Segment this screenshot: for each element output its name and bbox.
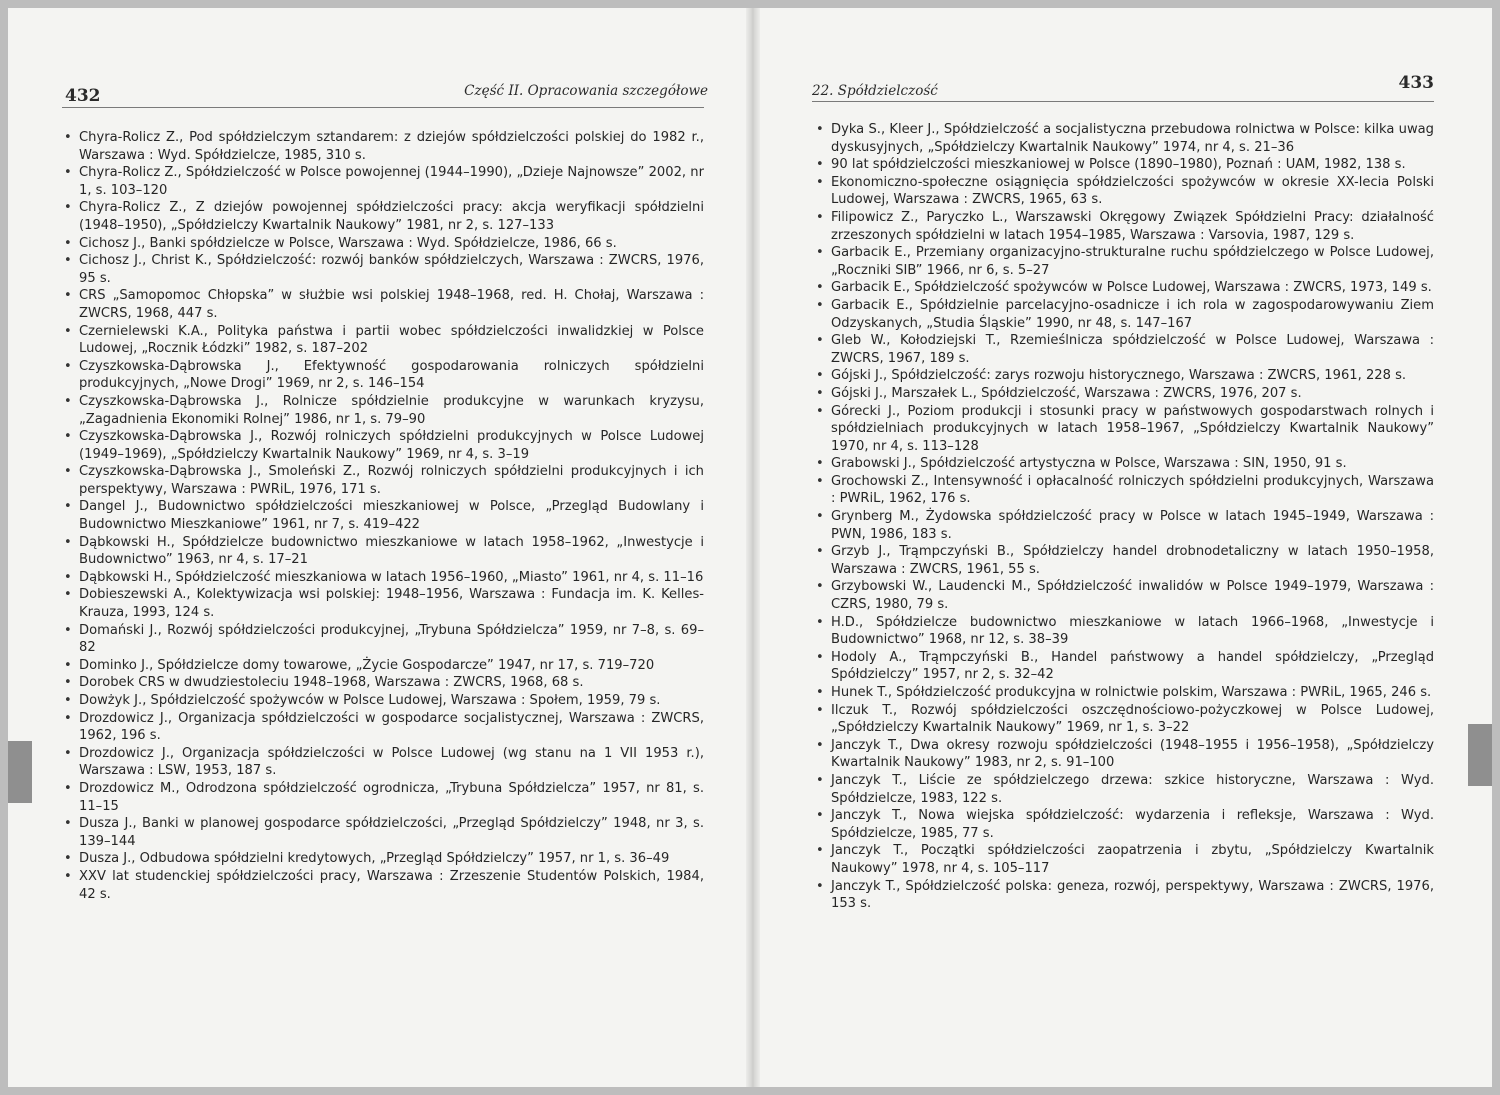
page-number-left: 432 (65, 86, 101, 106)
bibliography-entry: • Chyra-Rolicz Z., Z dziejów powojennej spółdzielczości pracy: akcja weryfikacji spółdzielni (1948–1950), „Spółdzielczy Kwartalnik Naukowy” 1981, nr 2, s. 127–133 (62, 199, 704, 234)
bibliography-entry: • Janczyk T., Liście ze spółdzielczego drzewa: szkice historyczne, Warszawa : Wyd. Spółdzielcze, 1983, 122 s. (814, 772, 1434, 807)
bibliography-entry: • Dyka S., Kleer J., Spółdzielczość a socjalistyczna przebudowa rolnictwa w Polsce: kilka uwag dyskusyjnych, „Spółdzielczy Kwartalnik Naukowy” 1974, nr 4, s. 21–36 (814, 121, 1434, 156)
bibliography-entry: • Gójski J., Marszałek L., Spółdzielczość, Warszawa : ZWCRS, 1976, 207 s. (814, 385, 1434, 403)
bibliography-entry: • Cichosz J., Christ K., Spółdzielczość: rozwój banków spółdzielczych, Warszawa : ZWCRS, 1976, 95 s. (62, 252, 704, 287)
bibliography-entry: • Dusza J., Odbudowa spółdzielni kredytowych, „Przegląd Spółdzielczy” 1957, nr 1, s. 36–49 (62, 850, 704, 868)
bibliography-entry: • Cichosz J., Banki spółdzielcze w Polsce, Warszawa : Wyd. Spółdzielcze, 1986, 66 s. (62, 235, 704, 253)
bibliography-entry: • Grzybowski W., Laudencki M., Spółdzielczość inwalidów w Polsce 1949–1979, Warszawa : CZRS, 1980, 79 s. (814, 578, 1434, 613)
bibliography-entry: • Drozdowicz M., Odrodzona spółdzielczość ogrodnicza, „Trybuna Spółdzielcza” 1957, nr 81, s. 11–15 (62, 780, 704, 815)
bibliography-entry: • Garbacik E., Spółdzielczość spożywców w Polsce Ludowej, Warszawa : ZWCRS, 1973, 149 s. (814, 279, 1434, 297)
bibliography-entry: • Czyszkowska-Dąbrowska J., Smoleński Z., Rozwój rolniczych spółdzielni produkcyjnych i ich perspektywy, Warszawa : PWRiL, 1976, 171 s. (62, 463, 704, 498)
header-rule-left (62, 107, 704, 108)
bibliography-entry: • Ekonomiczno-społeczne osiągnięcia spółdzielczości spożywców w okresie XX-lecia Polski Ludowej, Warszawa : ZWCRS, 1965, 63 s. (814, 174, 1434, 209)
bibliography-entry: • Grochowski Z., Intensywność i opłacalność rolniczych spółdzielni produkcyjnych, Warszawa : PWRiL, 1962, 176 s. (814, 473, 1434, 508)
bibliography-list-right (814, 121, 1434, 913)
running-head-right: 22. Spółdzielczość (812, 83, 938, 99)
bibliography-entry: • Grzyb J., Trąmpczyński B., Spółdzielczy handel drobnodetaliczny w latach 1950–1958, Warszawa : ZWCRS, 1961, 55 s. (814, 543, 1434, 578)
bibliography-entry: • Czyszkowska-Dąbrowska J., Rolnicze spółdzielnie produkcyjne w warunkach kryzysu, „Zagadnienia Ekonomiki Rolnej” 1986, nr 1, s. 79–90 (62, 393, 704, 428)
bibliography-entry: • Garbacik E., Przemiany organizacyjno-strukturalne ruchu spółdzielczego w Polsce Ludowej, „Roczniki SIB” 1966, nr 6, s. 5–27 (814, 244, 1434, 279)
right-page (774, 8, 1492, 1087)
bibliography-entry: • H.D., Spółdzielcze budownictwo mieszkaniowe w latach 1966–1968, „Inwestycje i Budownictwo” 1968, nr 12, s. 38–39 (814, 614, 1434, 649)
bibliography-entry: • Domański J., Rozwój spółdzielczości produkcyjnej, „Trybuna Spółdzielcza” 1959, nr 7–8, s. 69–82 (62, 622, 704, 657)
bibliography-list-left (62, 129, 704, 903)
bibliography-entry: • Dominko J., Spółdzielcze domy towarowe, „Życie Gospodarcze” 1947, nr 17, s. 719–720 (62, 657, 704, 675)
bibliography-entry: • Drozdowicz J., Organizacja spółdzielczości w gospodarce socjalistycznej, Warszawa : ZWCRS, 1962, 196 s. (62, 710, 704, 745)
thumb-index-tab-right (1468, 724, 1492, 786)
bibliography-entry: • Gleb W., Kołodziejski T., Rzemieślnicza spółdzielczość w Polsce Ludowej, Warszawa : ZWCRS, 1967, 189 s. (814, 332, 1434, 367)
bibliography-entry: • Dąbkowski H., Spółdzielcze budownictwo mieszkaniowe w latach 1958–1962, „Inwestycje i Budownictwo” 1963, nr 4, s. 17–21 (62, 534, 704, 569)
bibliography-entry: • Dowżyk J., Spółdzielczość spożywców w Polsce Ludowej, Warszawa : Społem, 1959, 79 s. (62, 692, 704, 710)
book-spread (8, 8, 1492, 1087)
bibliography-entry: • Dusza J., Banki w planowej gospodarce spółdzielczości, „Przegląd Spółdzielczy” 1948, nr 3, s. 139–144 (62, 815, 704, 850)
bibliography-entry: • Dorobek CRS w dwudziestoleciu 1948–1968, Warszawa : ZWCRS, 1968, 68 s. (62, 674, 704, 692)
left-page (48, 8, 748, 1087)
bibliography-entry: • Grabowski J., Spółdzielczość artystyczna w Polsce, Warszawa : SIN, 1950, 91 s. (814, 455, 1434, 473)
bibliography-entry: • Grynberg M., Żydowska spółdzielczość pracy w Polsce w latach 1945–1949, Warszawa : PWN, 1986, 183 s. (814, 508, 1434, 543)
bibliography-entry: • Dobieszewski A., Kolektywizacja wsi polskiej: 1948–1956, Warszawa : Fundacja im. K. Kelles-Krauza, 1993, 124 s. (62, 586, 704, 621)
bibliography-entry: • Filipowicz Z., Paryczko L., Warszawski Okręgowy Związek Spółdzielni Pracy: działalność zrzeszonych spółdzielni w latach 1954–1985, Warszawa : Varsovia, 1987, 129 s. (814, 209, 1434, 244)
bibliography-entry: • Chyra-Rolicz Z., Pod spółdzielczym sztandarem: z dziejów spółdzielczości polskiej do 1982 r., Warszawa : Wyd. Spółdzielcze, 1985, 310 s. (62, 129, 704, 164)
bibliography-entry: • Hodoly A., Trąmpczyński B., Handel państwowy a handel spółdzielczy, „Przegląd Spółdzielczy” 1957, nr 2, s. 32–42 (814, 649, 1434, 684)
bibliography-entry: • Dangel J., Budownictwo spółdzielczości mieszkaniowej w Polsce, „Przegląd Budowlany i Budownictwo Mieszkaniowe” 1961, nr 7, s. 419–422 (62, 498, 704, 533)
bibliography-entry: • Czyszkowska-Dąbrowska J., Rozwój rolniczych spółdzielni produkcyjnych w Polsce Ludowej (1949–1969), „Spółdzielczy Kwartalnik Naukowy” 1969, nr 4, s. 3–19 (62, 428, 704, 463)
bibliography-entry: • Janczyk T., Spółdzielczość polska: geneza, rozwój, perspektywy, Warszawa : ZWCRS, 1976, 153 s. (814, 878, 1434, 913)
bibliography-entry: • Chyra-Rolicz Z., Spółdzielczość w Polsce powojennej (1944–1990), „Dzieje Najnowsze” 2002, nr 1, s. 103–120 (62, 164, 704, 199)
bibliography-entry: • Górecki J., Poziom produkcji i stosunki pracy w państwowych gospodarstwach rolnych i spółdzielniach produkcyjnych w latach 1958–1967, „Spółdzielczy Kwartalnik Naukowy” 1970, nr 4, s. 113–128 (814, 403, 1434, 456)
bibliography-entry: • Garbacik E., Spółdzielnie parcelacyjno-osadnicze i ich rola w zagospodarowywaniu Ziem Odzyskanych, „Studia Śląskie” 1990, nr 48, s. 147–167 (814, 297, 1434, 332)
page-number-right: 433 (1398, 73, 1434, 93)
bibliography-entry: • Drozdowicz J., Organizacja spółdzielczości w Polsce Ludowej (wg stanu na 1 VII 1953 r.), Warszawa : LSW, 1953, 187 s. (62, 745, 704, 780)
bibliography-entry: • Gójski J., Spółdzielczość: zarys rozwoju historycznego, Warszawa : ZWCRS, 1961, 228 s. (814, 367, 1434, 385)
running-head-left: Część II. Opracowania szczegółowe (464, 83, 708, 99)
bibliography-entry: • Janczyk T., Dwa okresy rozwoju spółdzielczości (1948–1955 i 1956–1958), „Spółdzielczy Kwartalnik Naukowy” 1983, nr 2, s. 91–100 (814, 737, 1434, 772)
header-rule-right (812, 101, 1434, 102)
bibliography-entry: • XXV lat studenckiej spółdzielczości pracy, Warszawa : Zrzeszenie Studentów Polskich, 1984, 42 s. (62, 868, 704, 903)
bibliography-entry: • Czernielewski K.A., Polityka państwa i partii wobec spółdzielczości inwalidzkiej w Polsce Ludowej, „Rocznik Łódzki” 1982, s. 187–202 (62, 323, 704, 358)
bibliography-entry: • Janczyk T., Nowa wiejska spółdzielczość: wydarzenia i refleksje, Warszawa : Wyd. Spółdzielcze, 1985, 77 s. (814, 807, 1434, 842)
bibliography-entry: • 90 lat spółdzielczości mieszkaniowej w Polsce (1890–1980), Poznań : UAM, 1982, 138 s. (814, 156, 1434, 174)
bibliography-entry: • Hunek T., Spółdzielczość produkcyjna w rolnictwie polskim, Warszawa : PWRiL, 1965, 246 s. (814, 684, 1434, 702)
bibliography-entry: • Ilczuk T., Rozwój spółdzielczości oszczędnościowo-pożyczkowej w Polsce Ludowej, „Spółdzielczy Kwartalnik Naukowy” 1969, nr 1, s. 3–22 (814, 702, 1434, 737)
bibliography-entry: • CRS „Samopomoc Chłopska” w służbie wsi polskiej 1948–1968, red. H. Chołaj, Warszawa : ZWCRS, 1968, 447 s. (62, 287, 704, 322)
bibliography-entry: • Janczyk T., Początki spółdzielczości zaopatrzenia i zbytu, „Spółdzielczy Kwartalnik Naukowy” 1978, nr 4, s. 105–117 (814, 842, 1434, 877)
thumb-index-tab-left (8, 741, 32, 803)
bibliography-entry: • Dąbkowski H., Spółdzielczość mieszkaniowa w latach 1956–1960, „Miasto” 1961, nr 4, s. 11–16 (62, 569, 704, 587)
book-gutter (746, 8, 760, 1087)
bibliography-entry: • Czyszkowska-Dąbrowska J., Efektywność gospodarowania rolniczych spółdzielni produkcyjnych, „Nowe Drogi” 1969, nr 2, s. 146–154 (62, 358, 704, 393)
